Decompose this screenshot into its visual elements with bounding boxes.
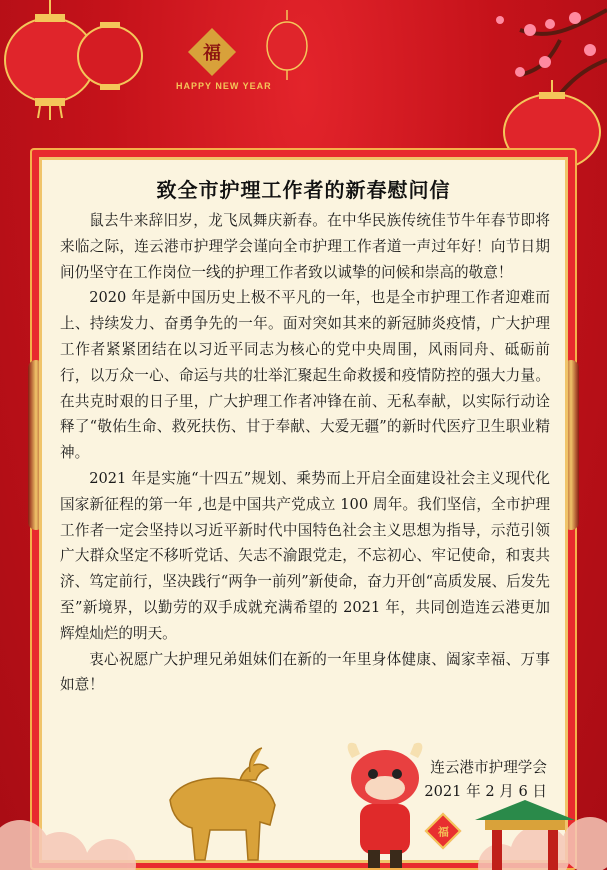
cartoon-ox-mascot-icon [330, 738, 440, 870]
letter-body [60, 208, 550, 698]
paragraph-2021-outlook: 2021 年是实施“十四五”规划、乘势而上开启全面建设社会主义现代化国家新征程的第一年 ,也是中国共产党成立 100 周年。我们坚信，全市护理工作者一定会坚持以习近平新时代中国特色社会主义思想为指导，示范引领广大群众坚定不移听党话、矢志不渝跟党走，不忘初心、牢记使命，和衷共济、笃定前行，坚决践行“两争一前列”新使命，奋力开创“高质发展、后发先至”新境界，以勤劳的双手成就充满希望的 2021 年，共同创造连云港更加辉煌灿烂的明天。 [60, 469, 550, 642]
logo-text: HAPPY NEW YEAR [176, 81, 272, 91]
golden-ox-icon [150, 730, 290, 870]
gate-roof-icon [470, 795, 580, 870]
letter-date: 2021 年 2 月 6 日 [424, 783, 547, 800]
paragraph-wishes: 衷心祝愿广大护理兄弟姐妹们在新的一年里身体健康、阖家幸福、万事如意！ [60, 650, 550, 694]
lantern-left-icon [0, 0, 150, 120]
logo-fu-char: 福 [203, 43, 221, 64]
lantern-middle-icon [262, 10, 312, 80]
paragraph-2020-review: 2020 年是新中国历史上极不平凡的一年，也是全市护理工作者迎难而上、持续发力、奋勇争先的一年。面对突如其来的新冠肺炎疫情，广大护理工作者紧紧团结在以习近平同志为核心的党中央周围，风雨同舟、砥砺前行，以万众一心、命运与共的壮举汇聚起生命救援和疫情防控的强大力量。在共克时艰的日子里，广大护理工作者冲锋在前、无私奉献，以实际行动诠释了“敬佑生命、救死扶伤、甘于奉献、大爱无疆”的新时代医疗卫生职业精神。 [60, 289, 550, 462]
fu-badge-char: 福 [437, 825, 449, 838]
letter-title: 致全市护理工作者的新春慰问信 [156, 178, 451, 202]
signature: 连云港市护理学会 [430, 759, 547, 776]
right-scroll-ornament [563, 360, 579, 530]
happy-new-year-logo [176, 35, 272, 91]
paragraph-greeting: 鼠去牛来辞旧岁，龙飞凤舞庆新春。在中华民族传统佳节牛年春节即将来临之际，连云港市护理学会谨向全市护理工作者道一声过年好！向节日期间仍坚守在工作岗位一线的护理工作者致以诚挚的问候和崇高的敬意！ [60, 212, 550, 281]
